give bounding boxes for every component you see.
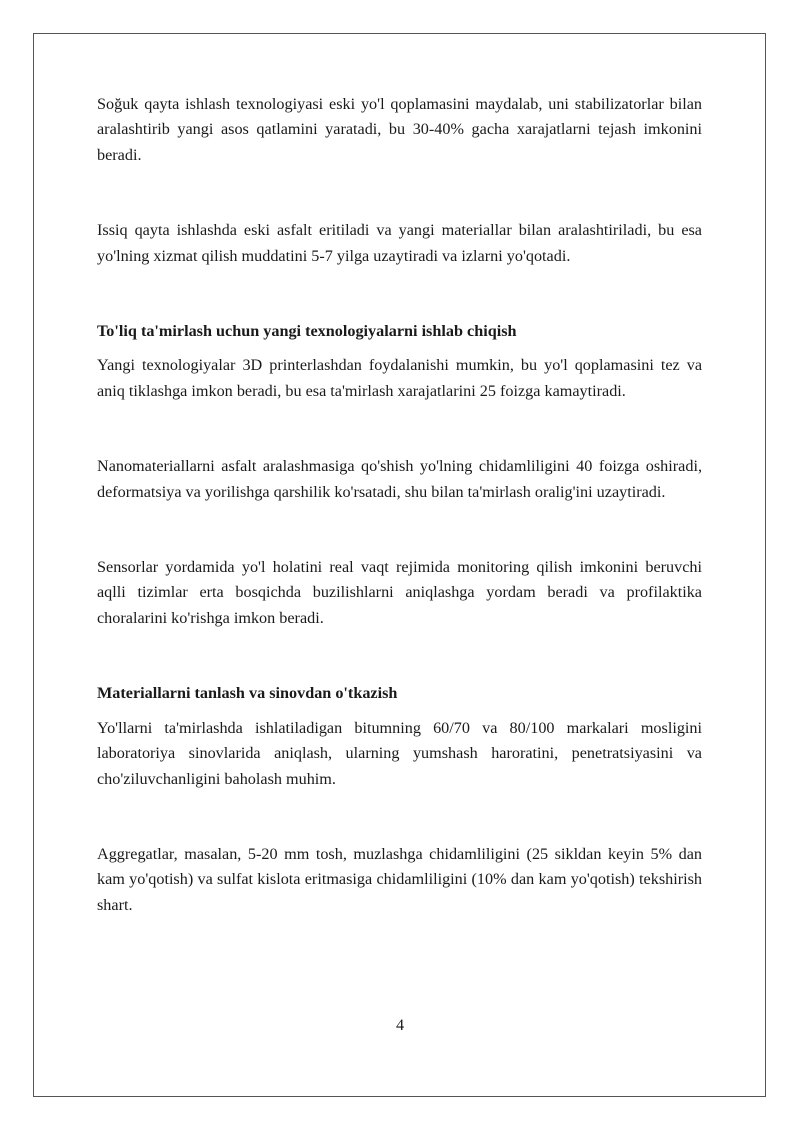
paragraph-bitumen: Yo'llarni ta'mirlashda ishlatiladigan bitumning 60/70 va 80/100 markalari mosligini laboratoriya sinovlarida aniqlash, ularning yumshash haroratini, penetratsiyasini va cho'ziluvchanligini baholash muhim. — [97, 718, 702, 788]
page-content — [97, 92, 702, 918]
paragraph-nanomaterials: Nanomateriallarni asfalt aralashmasiga qo'shish yo'lning chidamliligini 40 foizga oshiradi, deformatsiya va yorilishga qarshilik ko'rsatadi, shu bilan ta'mirlash oralig'ini uzaytiradi. — [97, 457, 702, 501]
section-heading-new-technologies: To'liq ta'mirlash uchun yangi texnologiyalarni ishlab chiqish — [97, 322, 517, 341]
page-number: 4 — [395, 1016, 405, 1034]
paragraph-cold-recycling: Soğuk qayta ishlash texnologiyasi eski yo'l qoplamasini maydalab, uni stabilizatorlar bilan aralashtirib yangi asos qatlamini yaratadi, bu 30-40% gacha xarajatlarni tejash imkonini beradi. — [97, 95, 702, 164]
paragraph-aggregates: Aggregatlar, masalan, 5-20 mm tosh, muzlashga chidamliligini (25 sikldan keyin 5% dan kam yo'qotish) va sulfat kislota eritmasiga chidamliligini (10% dan kam yo'qotish) tekshirish shart. — [97, 844, 702, 914]
paragraph-hot-recycling: Issiq qayta ishlashda eski asfalt eritiladi va yangi materiallar bilan aralashtiriladi, bu esa yo'lning xizmat qilish muddatini 5-7 yilga uzaytiradi va izlarni yo'qotadi. — [97, 221, 702, 265]
section-heading-materials-testing: Materiallarni tanlash va sinovdan o'tkazish — [97, 684, 398, 703]
paragraph-sensors: Sensorlar yordamida yo'l holatini real vaqt rejimida monitoring qilish imkonini beruvchi aqlli tizimlar erta bosqichda buzilishlarni aniqlashga yordam beradi va profilaktika choralarini ko'rishga imkon beradi. — [97, 558, 702, 627]
paragraph-3d-printing: Yangi texnologiyalar 3D printerlashdan foydalanishi mumkin, bu yo'l qoplamasini tez va aniq tiklashga imkon beradi, bu esa ta'mirlash xarajatlarini 25 foizga kamaytiradi. — [97, 356, 702, 400]
